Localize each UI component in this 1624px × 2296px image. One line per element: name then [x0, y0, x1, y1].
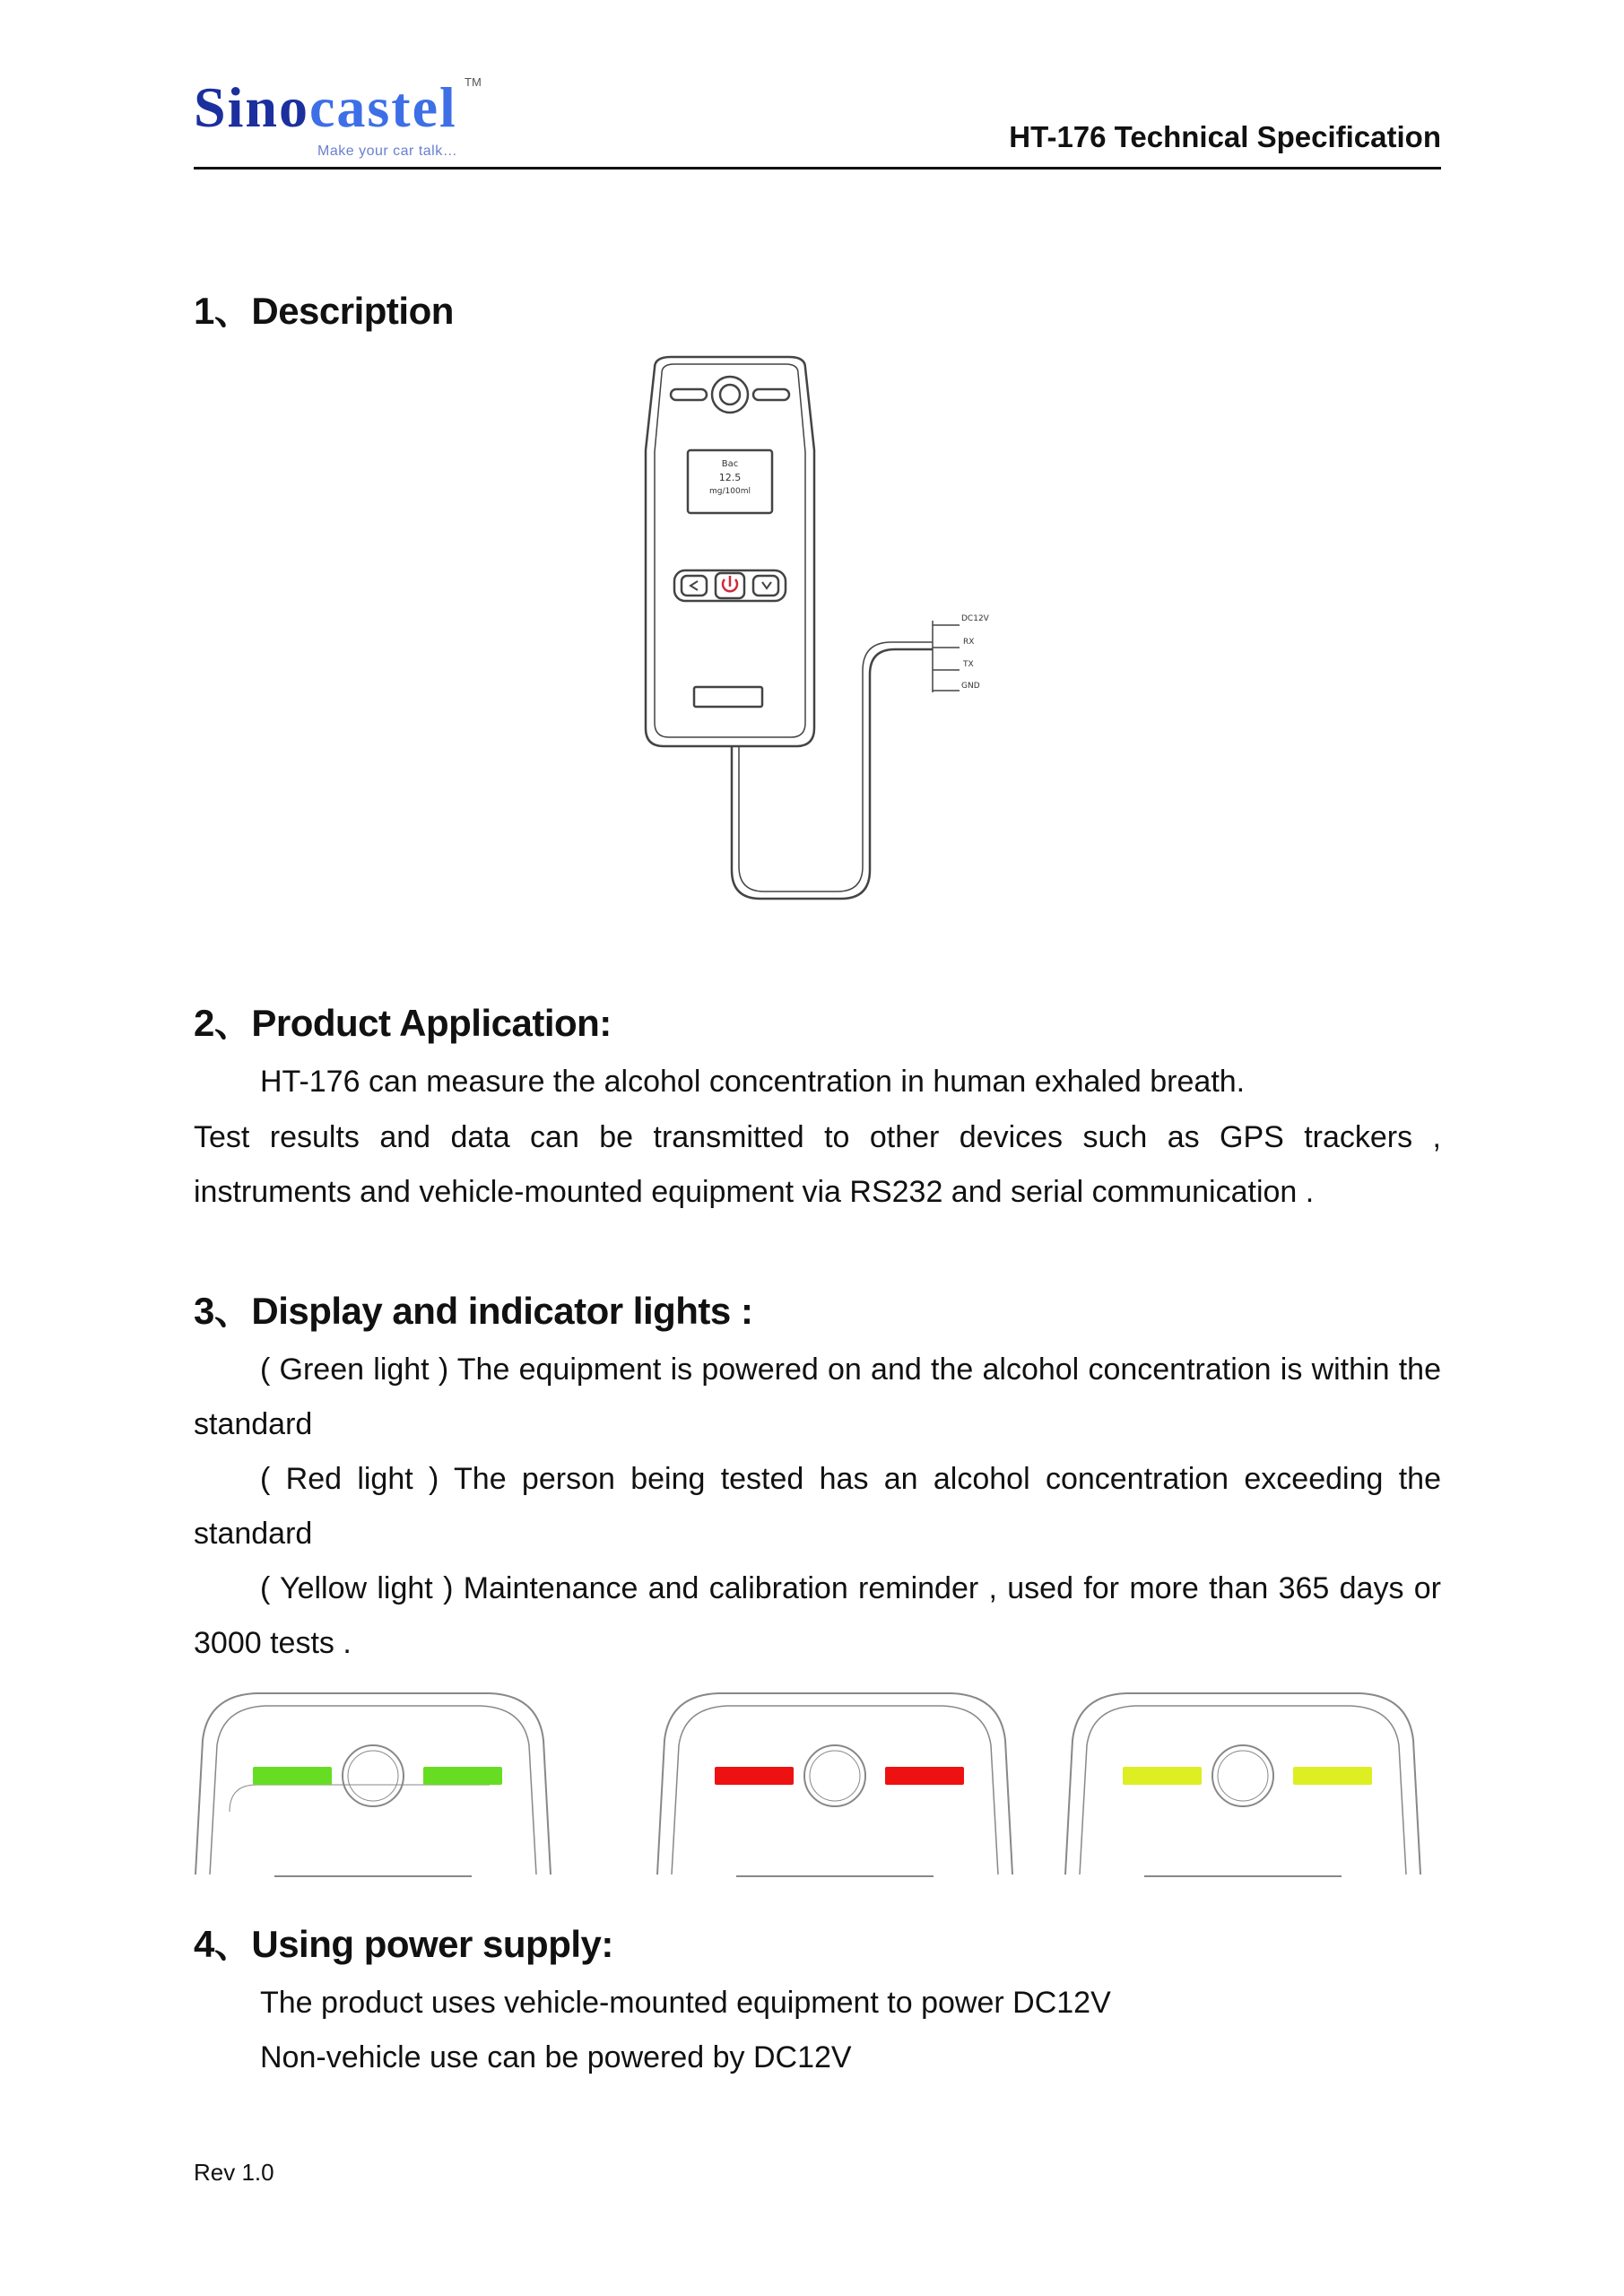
brand-name-part2: castel: [308, 75, 457, 139]
button-left: [682, 576, 707, 596]
screen-text-3: mg/100ml: [709, 487, 751, 496]
application-paragraph-1: HT-176 can measure the alcohol concentration in human exhaled breath.: [260, 1065, 1246, 1099]
breath-sensor-outer: [712, 377, 748, 413]
power-heading: 4、Using power supply:: [194, 1923, 613, 1965]
header-divider: [194, 167, 1441, 170]
connector-wires: [933, 621, 960, 692]
screen-text-1: Bac: [721, 459, 739, 469]
document-title: HT-176 Technical Specification: [1009, 120, 1441, 153]
brand-name-part1: Sino: [194, 75, 309, 139]
brand-name: [194, 75, 457, 139]
indicator-lights-illustration: [194, 1686, 1449, 1883]
brand-tagline: Make your car talk…: [317, 144, 458, 159]
label-slot: [694, 687, 762, 707]
screen-text-2: 12.5: [718, 472, 742, 483]
green-light-left: [253, 1767, 332, 1785]
breath-sensor-inner: [720, 385, 740, 404]
application-paragraph-2: Test results and data can be transmitted to other devices such as GPS trackers , instruments and vehicle-mounted equipment via RS232 and serial communication .: [194, 1120, 1441, 1209]
yellow-light-right: [1293, 1767, 1372, 1785]
application-heading: 2、Product Application:: [194, 1002, 612, 1044]
connector-label-gnd: GND: [961, 682, 980, 691]
yellow-light-left: [1123, 1767, 1202, 1785]
trademark-mark: TM: [465, 75, 482, 89]
red-light-left: [715, 1767, 794, 1785]
power-icon: [723, 576, 737, 591]
revision-label: Rev 1.0: [194, 2159, 274, 2186]
display-heading: 3、Display and indicator lights :: [194, 1290, 753, 1332]
green-light-paragraph: ( Green light ) The equipment is powered on and the alcohol concentration is within the standard: [194, 1352, 1441, 1441]
description-heading: 1、Description: [194, 290, 454, 332]
connector-label-tx: TX: [963, 660, 974, 669]
red-light-paragraph: ( Red light ) The person being tested has an alcohol concentration exceeding the standard: [194, 1462, 1441, 1551]
device-body-inner: [655, 364, 805, 737]
power-paragraph-2: Non-vehicle use can be powered by DC12V: [260, 2040, 852, 2074]
device-illustration: [619, 352, 1031, 926]
power-paragraph-1: The product uses vehicle-mounted equipment to power DC12V: [260, 1986, 1111, 2020]
yellow-light-paragraph: ( Yellow light ) Maintenance and calibration reminder , used for more than 365 days or 3000 tests .: [194, 1571, 1441, 1660]
green-light-right: [423, 1767, 502, 1785]
top-light-right: [753, 389, 789, 400]
red-light-right: [885, 1767, 964, 1785]
connector-label-rx: RX: [963, 638, 975, 647]
connector-label-dc12v: DC12V: [961, 614, 989, 623]
top-light-left: [671, 389, 707, 400]
brand-logo: [194, 75, 499, 169]
